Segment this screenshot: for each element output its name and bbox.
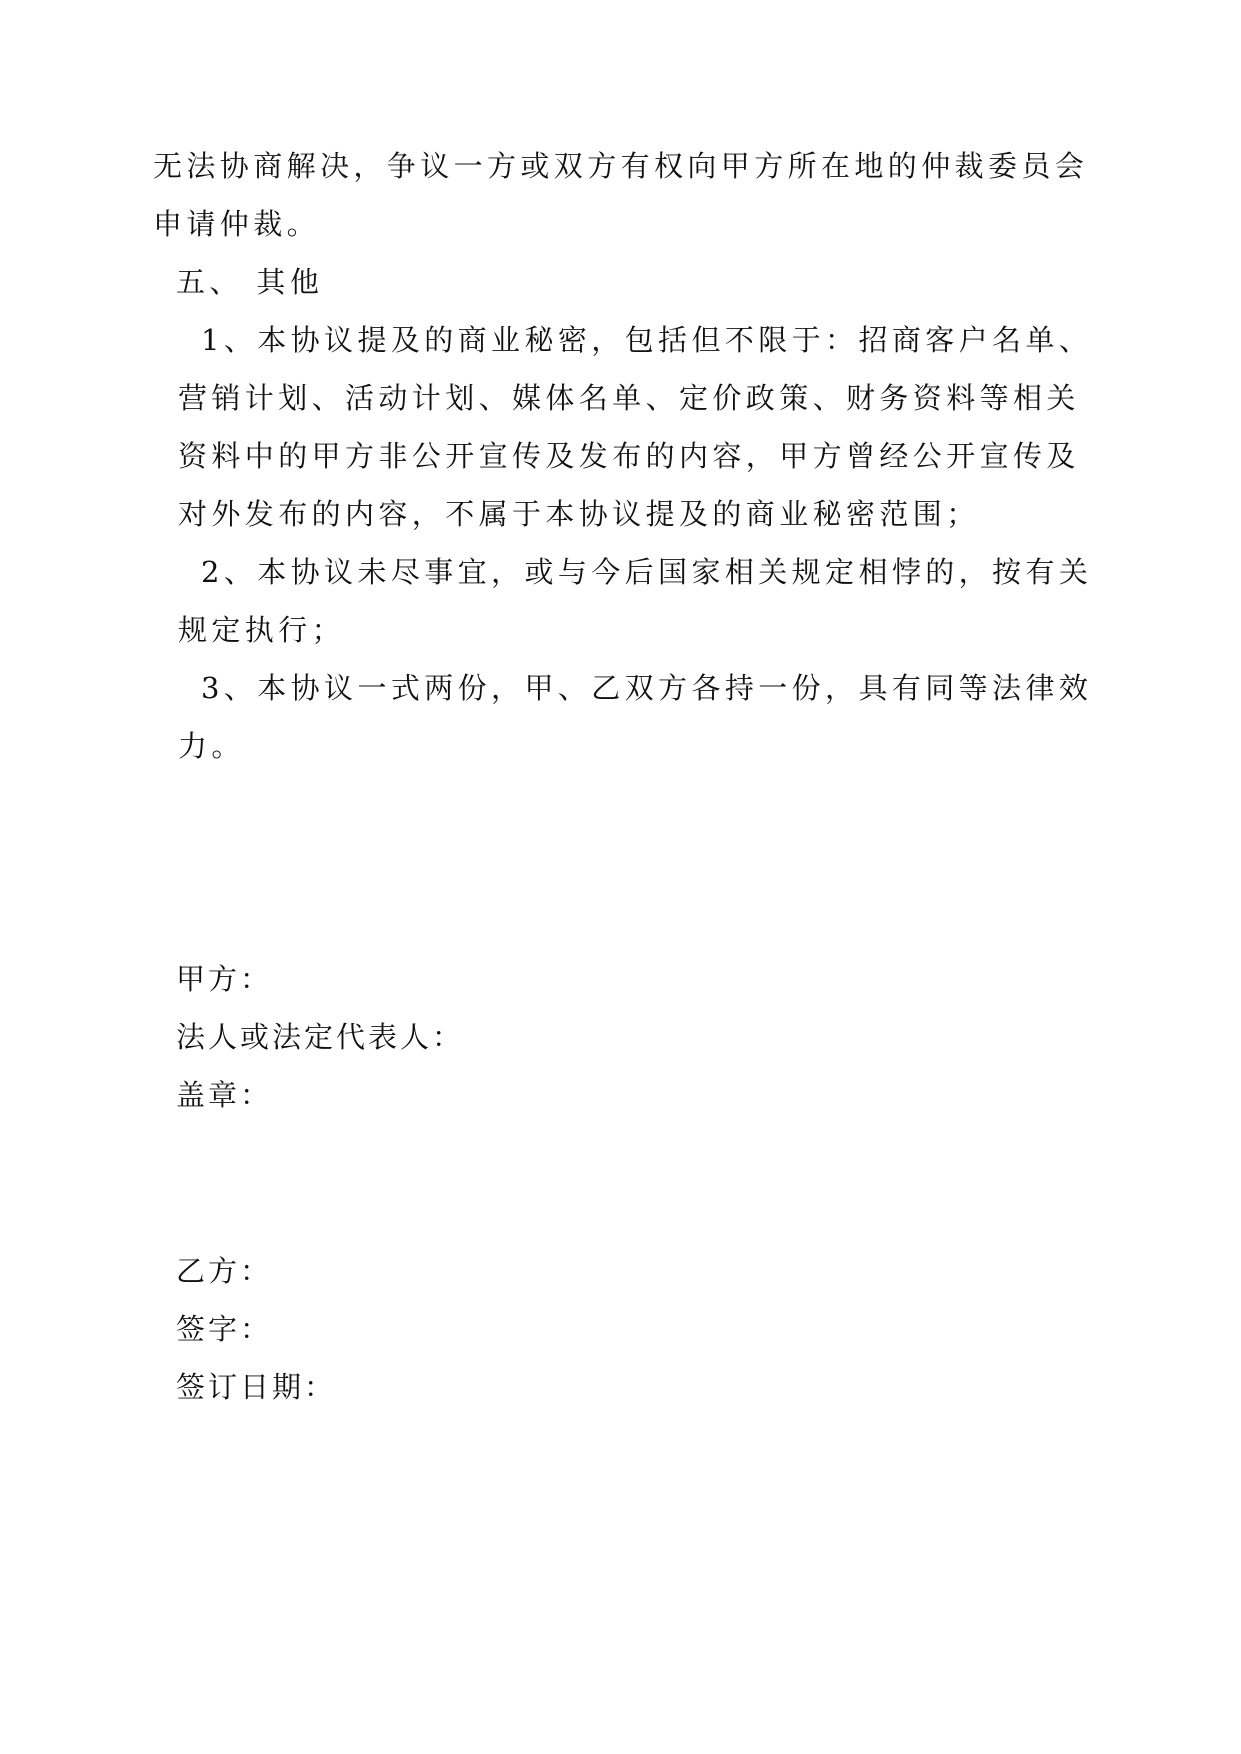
clause-3-line-2: 力。 <box>178 729 245 763</box>
clause-1-line-3: 资料中的甲方非公开宣传及发布的内容，甲方曾经公开宣传及 <box>178 439 1080 473</box>
clause-2-line-2: 规定执行； <box>178 613 346 647</box>
clause-1-line-1: 1、本协议提及的商业秘密，包括但不限于：招商客户名单、 <box>201 323 1093 357</box>
clause-3-line-1: 3、本协议一式两份，甲、乙双方各持一份，具有同等法律效 <box>201 671 1093 705</box>
party-a-label: 甲方： <box>176 962 273 996</box>
signing-date-label: 签订日期： <box>176 1370 337 1404</box>
legal-representative-label: 法人或法定代表人： <box>176 1020 465 1054</box>
body-line-1: 无法协商解决，争议一方或双方有权向甲方所在地的仲裁委员会 <box>153 149 1089 183</box>
seal-label: 盖章： <box>176 1078 273 1112</box>
clause-1-line-4: 对外发布的内容，不属于本协议提及的商业秘密范围； <box>178 497 980 531</box>
clause-2-line-1: 2、本协议未尽事宜，或与今后国家相关规定相悖的，按有关 <box>201 555 1093 589</box>
signature-label: 签字： <box>176 1312 273 1346</box>
clause-1-line-2: 营销计划、活动计划、媒体名单、定价政策、财务资料等相关 <box>178 381 1080 415</box>
body-line-2: 申请仲裁。 <box>153 207 321 241</box>
section-heading-other: 五、 其他 <box>176 265 324 299</box>
party-b-label: 乙方： <box>176 1254 273 1288</box>
